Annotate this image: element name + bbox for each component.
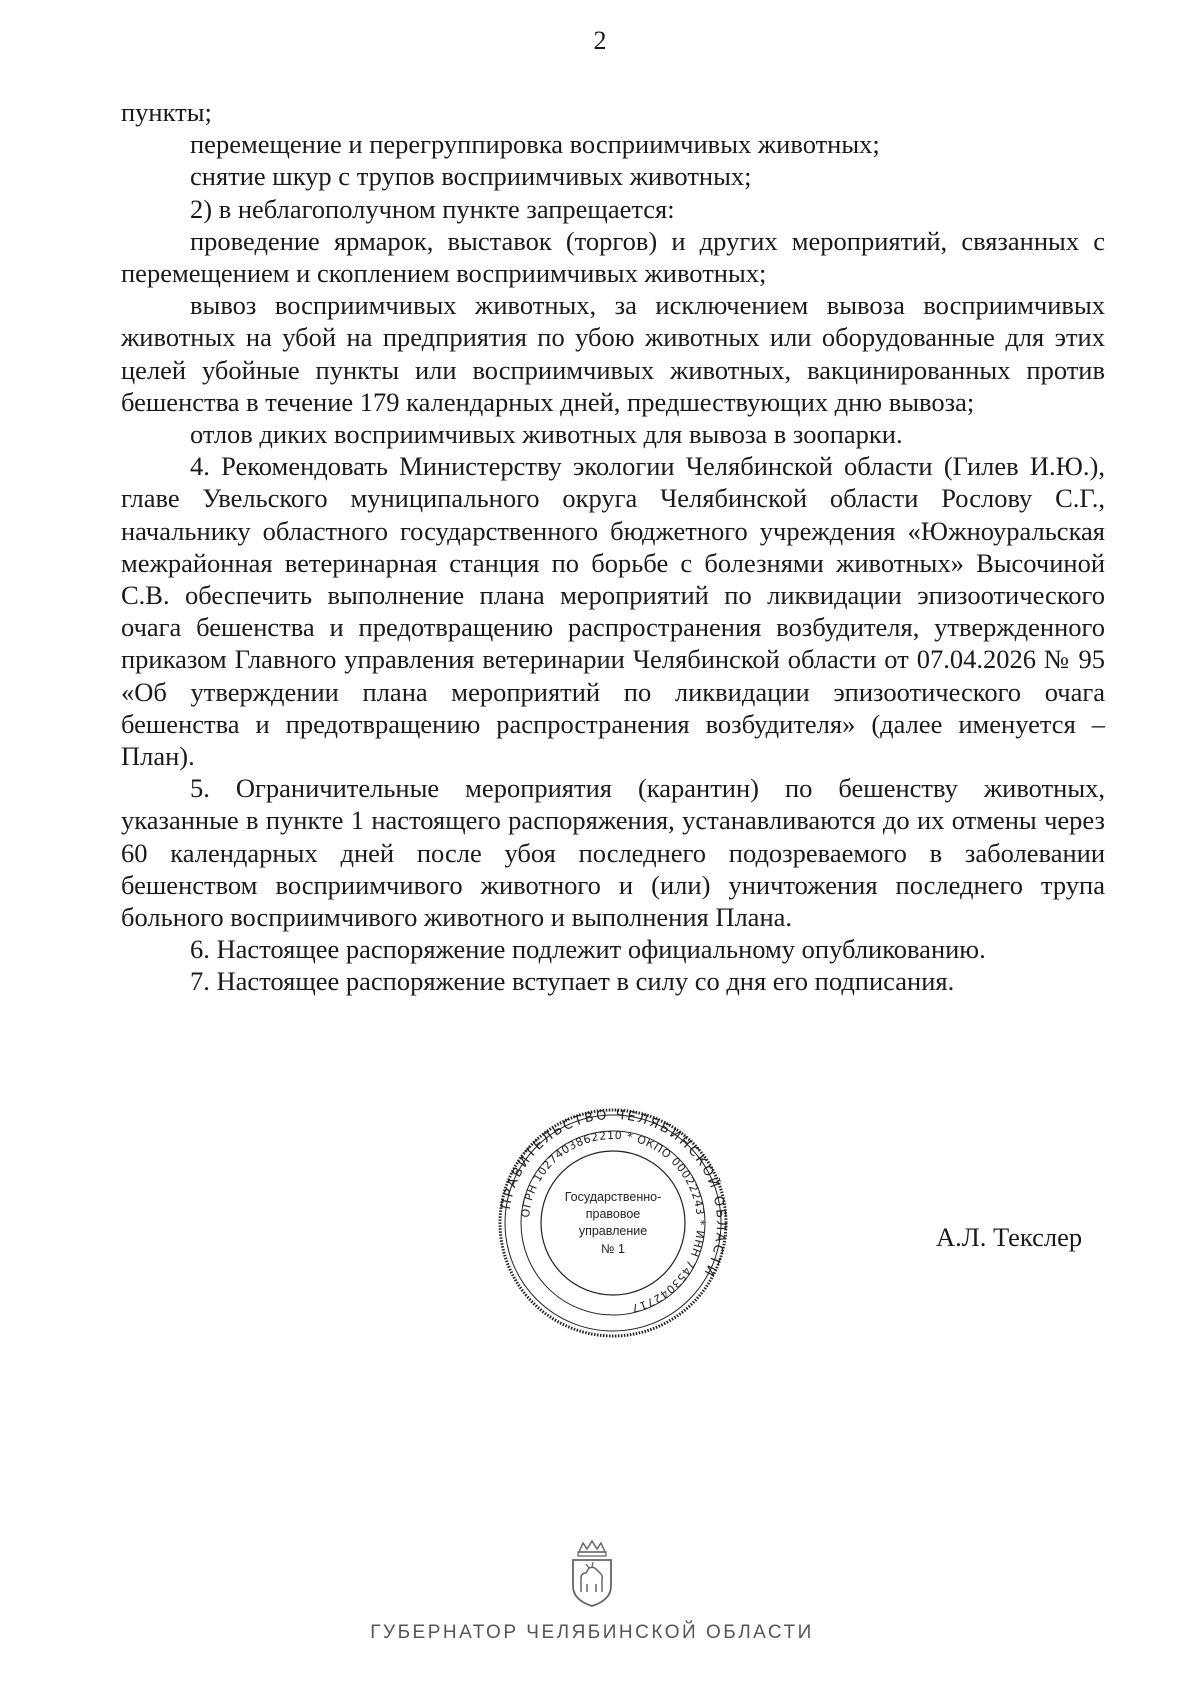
stamp-center-line-2: правовое [585, 1207, 641, 1221]
paragraph-8: 5. Ограничительные мероприятия (карантин) по бешенству животных, указанные в пункте 1 настоящего распоряжения, устанавливаются до их отмены через 60 календарных дней после убоя последнего подозреваемого в заболевании бешенством восприимчивого животного и (или) уничтожения последнего трупа больного восприимчивого животного и выполнения Плана. [121, 773, 1105, 933]
paragraph-6: отлов диких восприимчивых животных для вывоза в зоопарки. [190, 419, 903, 450]
stamp-center-line-4: № 1 [601, 1242, 625, 1256]
footer-title: ГУБЕРНАТОР ЧЕЛЯБИНСКОЙ ОБЛАСТИ [370, 1622, 814, 1643]
paragraph-1: перемещение и перегруппировка восприимчивых животных; [190, 129, 880, 160]
paragraph-0: пункты; [121, 97, 212, 127]
signature-name: А.Л. Текслер [936, 1222, 1083, 1252]
paragraph-2: снятие шкур с трупов восприимчивых животных; [190, 161, 752, 192]
official-stamp [498, 1108, 728, 1338]
paragraph-5: вывоз восприимчивых животных, за исключением вывоза восприимчивых животных на убой на предприятия по убою животных или оборудованные для этих целей убойные пункты или восприимчивых животных, вакцинированных против бешенства в течение 179 календарных дней, предшествующих дню вывоза; [121, 290, 1105, 417]
paragraph-7: 4. Рекомендовать Министерству экологии Челябинской области (Гилев И.Ю.), главе Увельского муниципального округа Челябинской области Рослову С.Г., начальнику областного государственного бюджетного учреждения «Южноуральская межрайонная ветеринарная станция по борьбе с болезнями животных» Высочиной С.В. обеспечить выполнение плана мероприятий по ликвидации эпизоотического очага бешенства и предотвращению распространения возбудителя, утвержденного приказом Главного управления ветеринарии Челябинской области от 07.04.2026 № 95 «Об утверждении плана мероприятий по ликвидации эпизоотического очага бешенства и предотвращению распространения возбудителя» (далее именуется – План). [121, 451, 1105, 772]
stamp-outer-text: ПРАВИТЕЛЬСТВО ЧЕЛЯБИНСКОЙ ОБЛАСТИ [498, 1108, 728, 1280]
document-body [121, 96, 1105, 998]
coat-of-arms-icon [567, 1540, 617, 1608]
page-number: 2 [593, 26, 607, 55]
stamp-center-line-3: управление [578, 1224, 648, 1238]
stamp-center-line-1: Государственно- [564, 1190, 662, 1204]
paragraph-4: проведение ярмарок, выставок (торгов) и других мероприятий, связанных с перемещением и скоплением восприимчивых животных; [121, 225, 1105, 289]
paragraph-10: 7. Настоящее распоряжение вступает в силу со дня его подписания. [190, 966, 955, 997]
stamp-inner-text: ОГРН 1027403862210 * ОКПО 00022243 * ИНН 7453042717 [519, 1128, 708, 1315]
paragraph-9: 6. Настоящее распоряжение подлежит официальному опубликованию. [190, 934, 986, 965]
paragraph-3: 2) в неблагополучном пункте запрещается: [190, 193, 675, 224]
